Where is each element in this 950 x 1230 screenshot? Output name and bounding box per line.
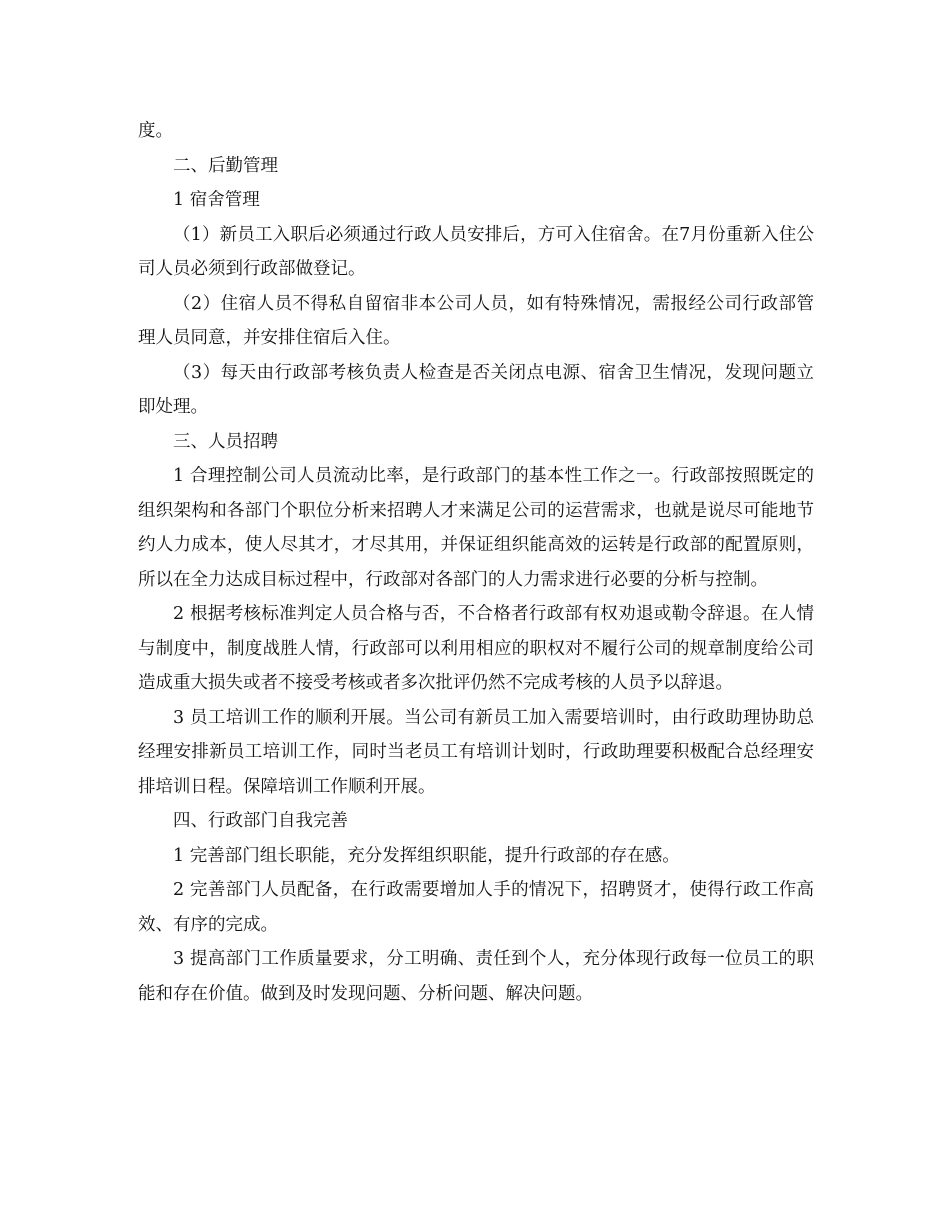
paragraph-recruitment-1: 1 合理控制公司人员流动比率，是行政部门的基本性工作之一。行政部按照既定的组织架构和各部门个职位分析来招聘人才来满足公司的运营需求，也就是说尽可能地节约人力成本，使人尽其才，才尽其用，并保证组织能高效的运转是行政部的配置原则，所以在全力达成目标过程中，行政部对各部门的人力需求进行必要的分析与控制。 <box>138 466 814 590</box>
section-heading-recruitment: 三、人员招聘 <box>173 431 278 452</box>
paragraph-improvement-1: 1 完善部门组长职能，充分发挥组织职能，提升行政部的存在感。 <box>173 845 680 866</box>
subheading-dormitory: 1 宿舍管理 <box>173 190 260 210</box>
paragraph-improvement-3: 3 提高部门工作质量要求，分工明确、责任到个人，充分体现行政每一位员工的职能和存在价值。做到及时发现问题、分析问题、解决问题。 <box>138 949 814 1004</box>
paragraph-continuation: 度。 <box>138 121 173 141</box>
paragraph-dorm-2: （2）住宿人员不得私自留宿非本公司人员，如有特殊情况，需报经公司行政部管理人员同意，并安排住宿后入住。 <box>138 293 814 348</box>
section-heading-self-improvement: 四、行政部门自我完善 <box>173 811 348 831</box>
paragraph-recruitment-2: 2 根据考核标准判定人员合格与否，不合格者行政部有权劝退或勒令辞退。在人情与制度中，制度战胜人情，行政部可以利用相应的职权对不履行公司的规章制度给公司造成重大损失或者不接受考核或者多次批评仍然不完成考核的人员予以辞退。 <box>138 604 814 693</box>
paragraph-improvement-2: 2 完善部门人员配备，在行政需要增加人手的情况下，招聘贤才，使得行政工作高效、有序的完成。 <box>138 880 814 935</box>
paragraph-dorm-1: （1）新员工入职后必须通过行政人员安排后，方可入住宿舍。在7月份重新入住公司人员必须到行政部做登记。 <box>138 224 814 279</box>
paragraph-dorm-3: （3）每天由行政部考核负责人检查是否关闭点电源、宿舍卫生情况，发现问题立即处理。 <box>138 362 814 417</box>
paragraph-recruitment-3: 3 员工培训工作的顺利开展。当公司有新员工加入需要培训时，由行政助理协助总经理安排新员工培训工作，同时当老员工有培训计划时，行政助理要积极配合总经理安排培训日程。保障培训工作顺利开展。 <box>138 707 814 797</box>
document-page <box>138 114 814 1011</box>
section-heading-logistics: 二、后勤管理 <box>173 155 278 176</box>
